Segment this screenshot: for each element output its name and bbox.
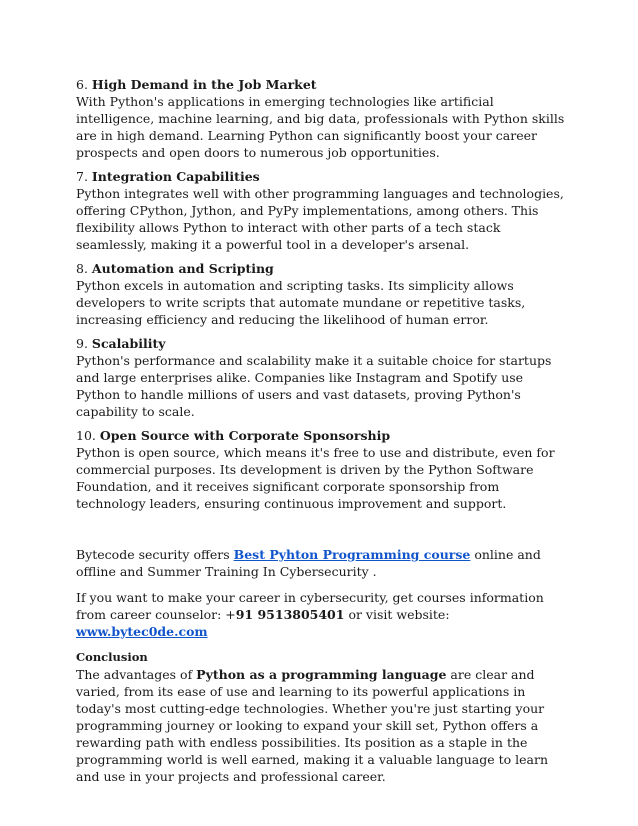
section-heading	[76, 168, 566, 185]
section-number: 7.	[76, 169, 88, 184]
section-body: Python is open source, which means it's free to use and distribute, even for commercial purposes. Its development is driven by the Python Software Foundation, and it receives significant corporate sponsorship from technology leaders, ensuring continuous improvement and support.	[76, 445, 555, 511]
section-automation	[76, 260, 566, 328]
section-title: Open Source with Corporate Sponsorship	[99, 428, 391, 443]
course-promo	[76, 546, 566, 580]
promo-text: online and offline and Summer Training In Cybersecurity .	[76, 547, 541, 579]
conclusion-emphasis: Python as a programming language	[196, 667, 447, 682]
section-title: High Demand in the Job Market	[91, 77, 317, 92]
section-number: 8.	[76, 261, 88, 276]
section-number: 10.	[76, 428, 96, 443]
section-scalability	[76, 335, 566, 420]
section-body: Python's performance and scalability make it a suitable choice for startups and large enterprises alike. Companies like Instagram and Spotify use Python to handle millions of users and vast datasets, proving Python's capability to scale.	[76, 353, 552, 419]
section-title: Automation and Scripting	[91, 261, 274, 276]
section-title: Integration Capabilities	[91, 169, 260, 184]
phone-number: 91 9513805401	[235, 607, 345, 622]
conclusion-heading: Conclusion	[76, 650, 148, 664]
section-body: Python integrates well with other programming languages and technologies, offering CPython, Jython, and PyPy implementations, among others. This flexibility allows Python to interact with other parts of a tech stack seamlessly, making it a powerful tool in a developer's arsenal.	[76, 186, 564, 252]
contact-text: If you want to make your career in cybersecurity, get courses information from career counselor: +	[76, 590, 544, 622]
conclusion-text: are clear and varied, from its ease of use and learning to its powerful applications in today's most cutting-edge technologies. Whether you're just starting your programming journey or looking to expand your skill set, Python offers a rewarding path with endless possibilities. Its position as a staple in the programming world is well earned, making it a valuable language to learn and use in your projects and professional career.	[76, 667, 548, 784]
section-job-market	[76, 76, 566, 161]
section-body: With Python's applications in emerging technologies like artificial intelligence, machine learning, and big data, professionals with Python skills are in high demand. Learning Python can significantly boost your career prospects and open doors to numerous job opportunities.	[76, 94, 565, 160]
conclusion-body	[76, 666, 566, 785]
contact-text: or visit website:	[344, 607, 450, 622]
section-number: 6.	[76, 77, 88, 92]
section-integration	[76, 168, 566, 253]
section-open-source	[76, 427, 566, 512]
section-heading	[76, 76, 566, 93]
section-heading	[76, 335, 566, 352]
contact-promo	[76, 589, 566, 640]
document-page	[76, 76, 566, 785]
section-heading	[76, 427, 566, 444]
section-heading	[76, 260, 566, 277]
course-link[interactable]: Best Pyhton Programming course	[233, 547, 471, 562]
section-number: 9.	[76, 336, 88, 351]
section-body: Python excels in automation and scripting tasks. Its simplicity allows developers to write scripts that automate mundane or repetitive tasks, increasing efficiency and reducing the likelihood of human error.	[76, 278, 526, 327]
conclusion-text: The advantages of	[76, 667, 197, 682]
section-title: Scalability	[91, 336, 166, 351]
spacer	[76, 519, 566, 546]
promo-text: Bytecode security offers	[76, 547, 234, 562]
website-link[interactable]: www.bytec0de.com	[76, 624, 208, 639]
